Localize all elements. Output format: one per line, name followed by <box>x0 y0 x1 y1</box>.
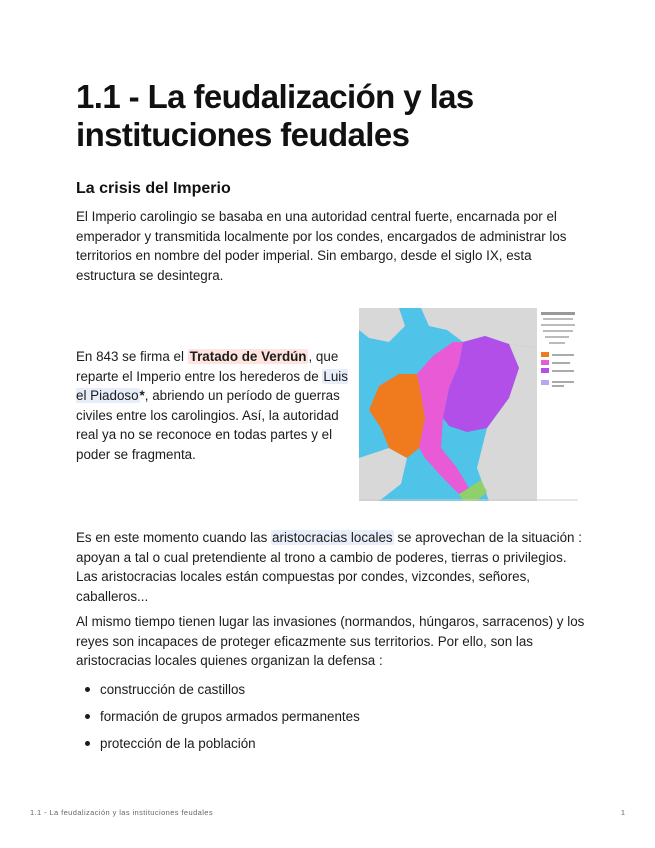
list-item: formación de grupos armados permanentes <box>76 703 360 730</box>
verdun-text-before: En 843 se firma el <box>76 349 188 364</box>
list-item: protección de la población <box>76 730 360 757</box>
luis-highlight: Luis el Piadoso <box>76 368 348 403</box>
footer-page-number: 1 <box>620 808 625 817</box>
invasiones-paragraph: Al mismo tiempo tienen lugar las invasiones (normandos, húngaros, sarracenos) y los reyes son incapaces de proteger eficazmente sus territorios. Por ello, son las aristocracias locales quienes organizan la defensa : <box>76 614 585 668</box>
treaty-highlight: Tratado de Verdún <box>189 349 307 364</box>
legend-text-line <box>543 318 573 320</box>
map-graphic <box>359 308 578 501</box>
legend-text-line <box>552 362 570 364</box>
legend-swatch-other <box>541 380 549 385</box>
footer-title: 1.1 - La feudalización y las instituciones feudales <box>30 808 213 817</box>
aristo-text-before: Es en este momento cuando las <box>76 530 272 545</box>
legend-text-line <box>552 354 574 356</box>
verdun-paragraph <box>76 347 351 464</box>
page-title: 1.1 - La feudalización y las instituciones feudales <box>76 78 474 153</box>
legend-text-line <box>552 370 574 372</box>
legend-text-line <box>543 330 573 332</box>
intro-paragraph: El Imperio carolingio se basaba en una autoridad central fuerte, encarnada por el emperador y transmitida localmente por los condes, encargados de administrar los territorios en nombre del poder imperial. Sin embargo, desde el siglo IX, esta estructura se desintegra. <box>76 209 567 283</box>
aristocracias-paragraph <box>76 528 586 606</box>
legend-swatch-east <box>541 368 549 373</box>
legend-swatch-middle <box>541 360 549 365</box>
legend-text-line <box>552 385 564 387</box>
list-item: construcción de castillos <box>76 676 360 703</box>
legend-text-line <box>541 312 575 315</box>
legend-text-line <box>552 381 574 383</box>
section-heading: La crisis del Imperio <box>76 180 231 197</box>
legend-text-line <box>545 336 569 338</box>
footnote-asterisk: * <box>139 388 145 403</box>
verdun-text-middle: , que reparte el Imperio entre los herederos de <box>76 349 339 384</box>
verdun-map-image <box>359 308 578 501</box>
legend-swatch-west <box>541 352 549 357</box>
defensa-list <box>76 676 360 757</box>
legend-text-line <box>541 324 575 326</box>
verdun-text-after: , abriendo un período de guerras civiles entre los carolingios. Así, la autoridad real ya no se reconoce en todas partes y el poder se fragmenta. <box>76 388 340 462</box>
aristo-text-after: se aprovechan de la situación : apoyan a tal o cual pretendiente al trono a cambio de poderes, tierras o privilegios. Las aristocracias locales están compuestas por condes, vizcondes, señores, caballeros... <box>76 530 582 604</box>
legend-text-line <box>549 342 565 344</box>
aristocracias-highlight: aristocracias locales <box>272 530 393 545</box>
